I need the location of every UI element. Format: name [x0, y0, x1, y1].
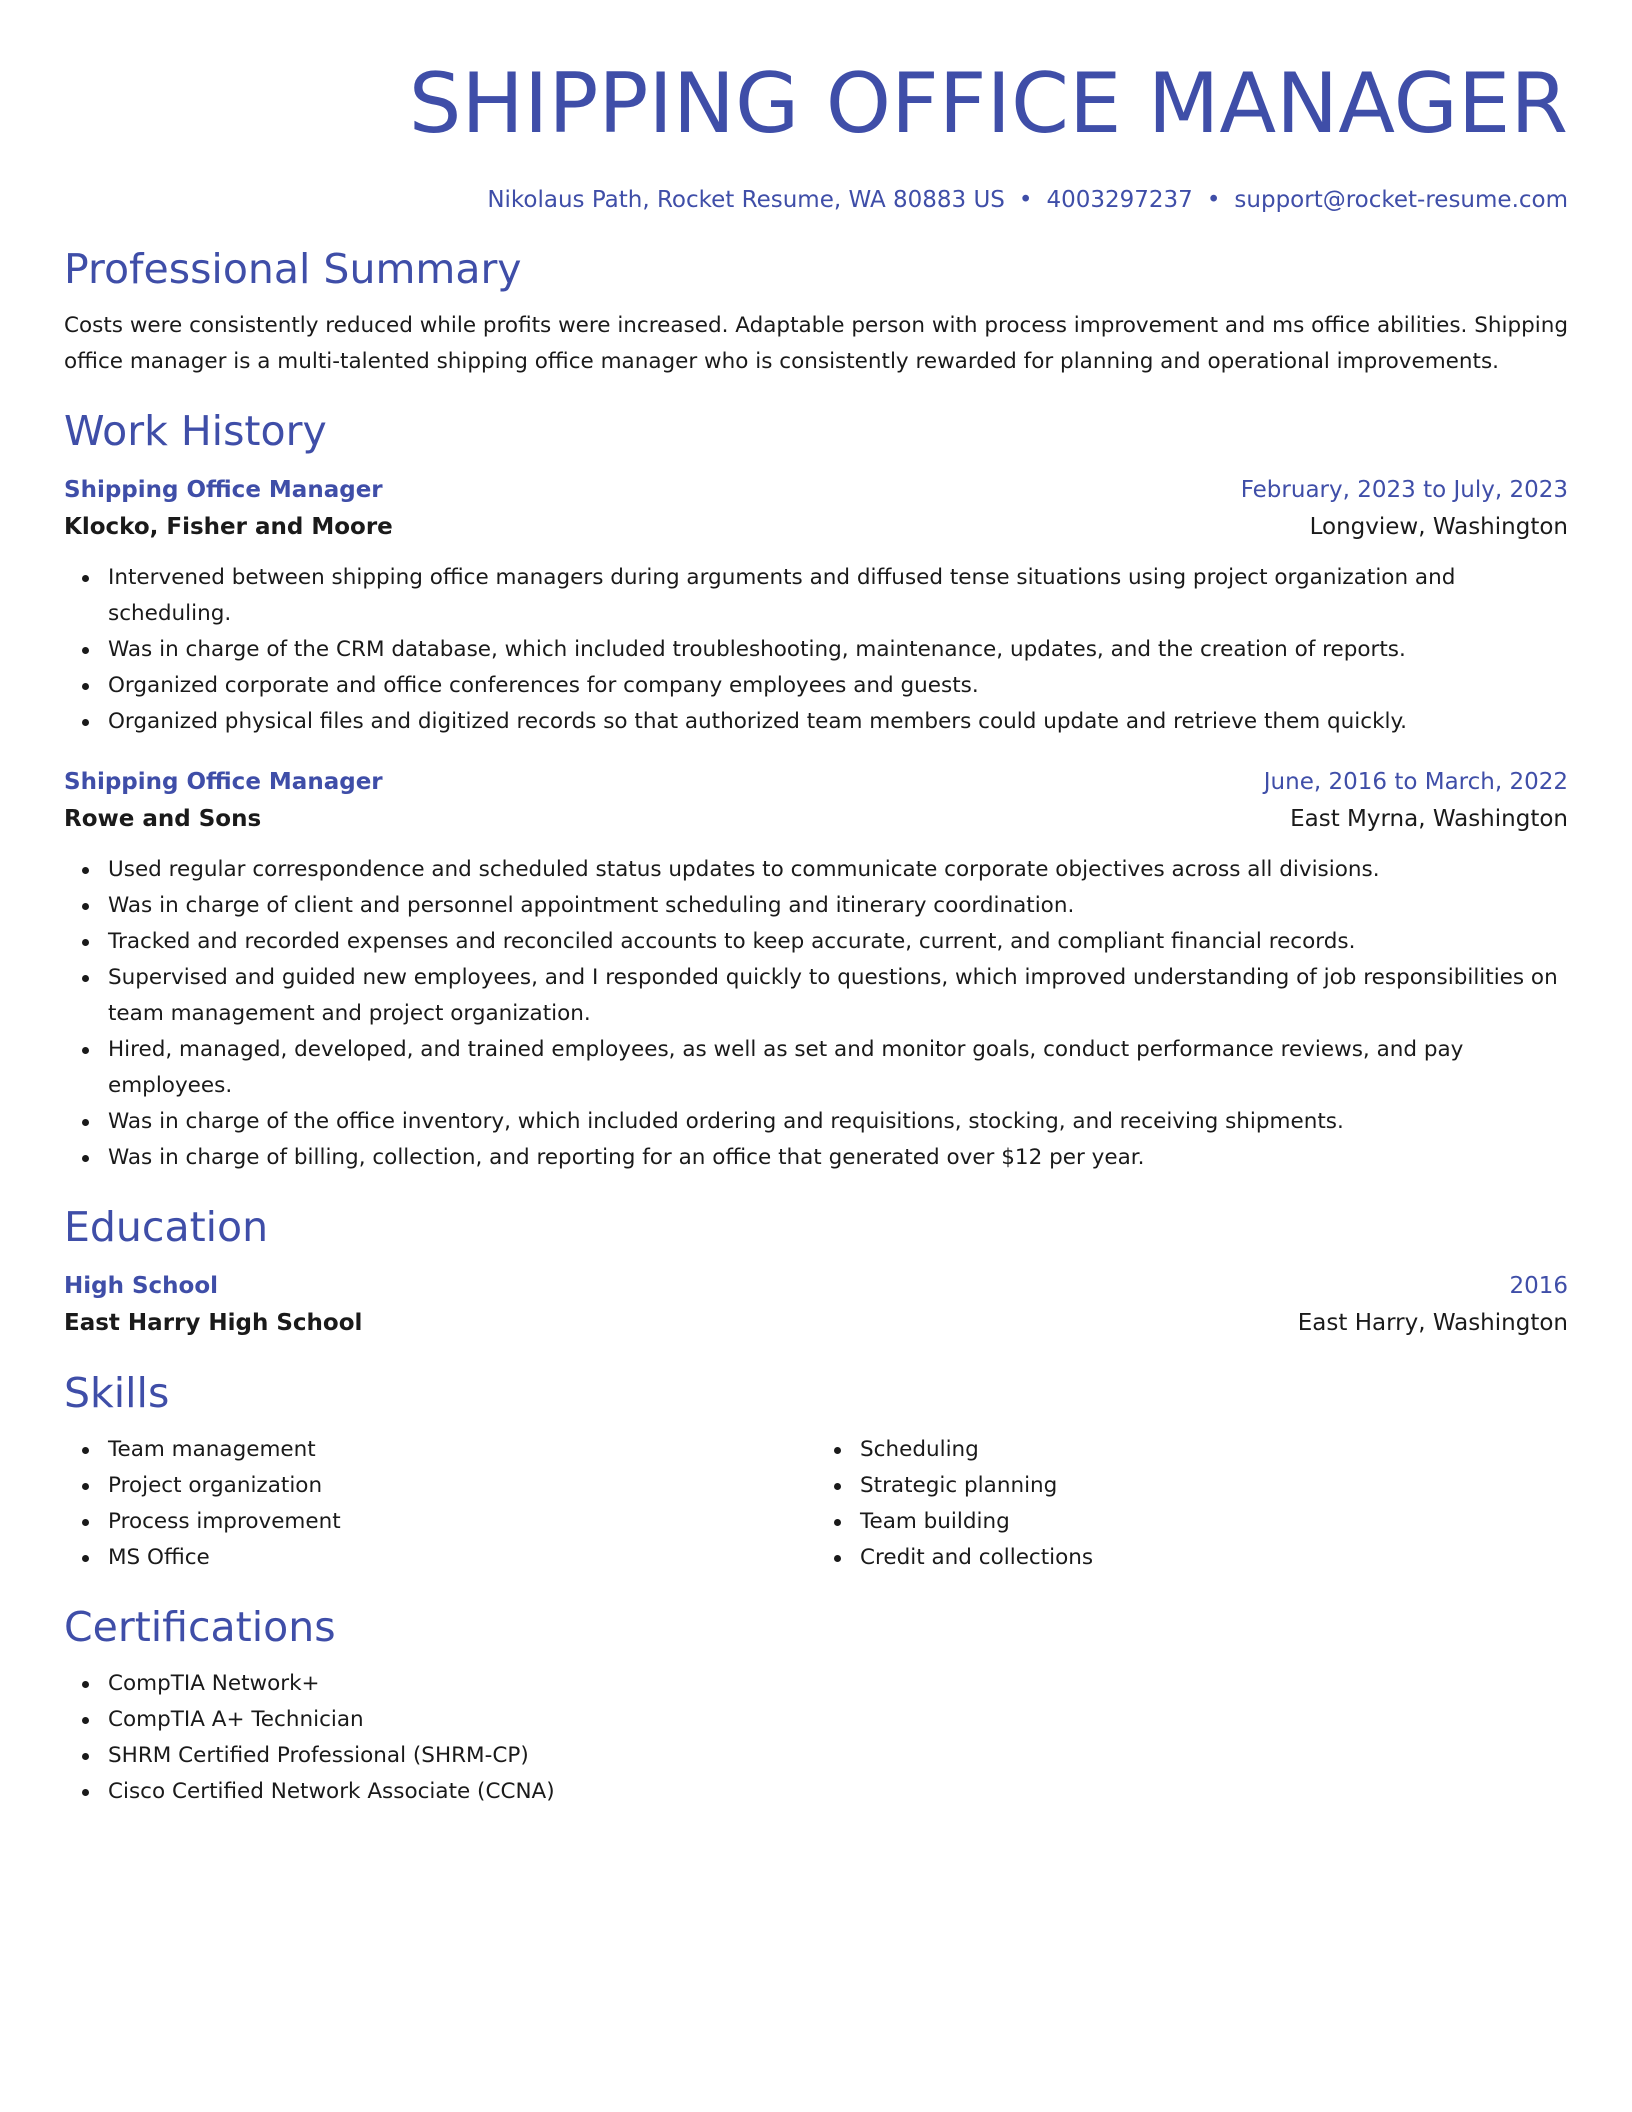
- job-subheader: [64, 508, 1568, 546]
- job-title: Shipping Office Manager: [64, 477, 383, 503]
- list-item: Project organization: [108, 1468, 816, 1504]
- list-item: Tracked and recorded expenses and reconciled accounts to keep accurate, current, and compliant financial records.: [108, 924, 1568, 960]
- education-year: 2016: [1509, 1273, 1568, 1299]
- job-subheader: [64, 800, 1568, 838]
- list-item: Intervened between shipping office managers during arguments and diffused tense situations using project organization and scheduling.: [108, 560, 1568, 632]
- education-section: [64, 1202, 1568, 1342]
- list-item: Cisco Certified Network Associate (CCNA): [108, 1774, 1568, 1810]
- list-item: Supervised and guided new employees, and I responded quickly to questions, which improved understanding of job responsibilities on team management and project organization.: [108, 960, 1568, 1032]
- summary-section: [64, 244, 1568, 380]
- job-bullets: [64, 560, 1568, 740]
- list-item: Process improvement: [108, 1504, 816, 1540]
- list-item: Organized corporate and office conferences for company employees and guests.: [108, 668, 1568, 704]
- education-degree: High School: [64, 1273, 219, 1299]
- education-subheader: [64, 1304, 1568, 1342]
- job-dates: February, 2023 to July, 2023: [1240, 477, 1568, 503]
- list-item: MS Office: [108, 1540, 816, 1576]
- contact-separator: •: [1018, 187, 1033, 213]
- contact-line: [64, 184, 1568, 216]
- job-location: East Myrna, Washington: [1290, 806, 1568, 832]
- list-item: Was in charge of the CRM database, which included troubleshooting, maintenance, updates, and the creation of reports.: [108, 632, 1568, 668]
- job-entry: [64, 472, 1568, 740]
- contact-phone: 4003297237: [1046, 187, 1193, 213]
- list-item: Team building: [860, 1504, 1568, 1540]
- skills-heading: Skills: [64, 1369, 170, 1417]
- job-header: [64, 764, 1568, 800]
- skills-list-left: [64, 1432, 816, 1576]
- list-item: Team management: [108, 1432, 816, 1468]
- list-item: Strategic planning: [860, 1468, 1568, 1504]
- list-item: Scheduling: [860, 1432, 1568, 1468]
- job-title: Shipping Office Manager: [64, 769, 383, 795]
- list-item: Used regular correspondence and scheduled status updates to communicate corporate objectives across all divisions.: [108, 852, 1568, 888]
- job-entry: [64, 764, 1568, 1176]
- list-item: Was in charge of the office inventory, which included ordering and requisitions, stocking, and receiving shipments.: [108, 1104, 1568, 1140]
- education-school: East Harry High School: [64, 1310, 363, 1336]
- certifications-heading: Certifications: [64, 1603, 336, 1651]
- summary-text: Costs were consistently reduced while profits were increased. Adaptable person with process improvement and ms office abilities. Shipping office manager is a multi-talented shipping office manager who is consistently rewarded for planning and operational improvements.: [64, 313, 1569, 374]
- job-company: Rowe and Sons: [64, 806, 262, 832]
- job-location: Longview, Washington: [1309, 514, 1568, 540]
- list-item: Organized physical files and digitized records so that authorized team members could update and retrieve them quickly.: [108, 704, 1568, 740]
- certifications-section: [64, 1602, 1568, 1810]
- education-header: [64, 1268, 1568, 1304]
- list-item: Was in charge of billing, collection, and reporting for an office that generated over $12 per year.: [108, 1140, 1568, 1176]
- page-title: SHIPPING OFFICE MANAGER: [408, 55, 1568, 152]
- contact-address: Nikolaus Path, Rocket Resume, WA 80883 US: [487, 187, 1005, 213]
- work-history-section: [64, 406, 1568, 1176]
- education-heading: Education: [64, 1203, 269, 1251]
- list-item: SHRM Certified Professional (SHRM-CP): [108, 1738, 1568, 1774]
- job-company: Klocko, Fisher and Moore: [64, 514, 393, 540]
- list-item: Was in charge of client and personnel appointment scheduling and itinerary coordination.: [108, 888, 1568, 924]
- education-location: East Harry, Washington: [1297, 1310, 1568, 1336]
- contact-email[interactable]: support@rocket-resume.com: [1234, 187, 1568, 213]
- education-entry: [64, 1268, 1568, 1342]
- skills-section: [64, 1368, 1568, 1576]
- resume-page: [64, 0, 1568, 1810]
- job-bullets: [64, 852, 1568, 1176]
- job-header: [64, 472, 1568, 508]
- summary-heading: Professional Summary: [64, 245, 522, 293]
- skills-grid: [64, 1432, 1568, 1576]
- certifications-list: [64, 1666, 1568, 1810]
- job-dates: June, 2016 to March, 2022: [1263, 769, 1568, 795]
- work-history-heading: Work History: [64, 407, 327, 455]
- list-item: CompTIA Network+: [108, 1666, 1568, 1702]
- list-item: CompTIA A+ Technician: [108, 1702, 1568, 1738]
- list-item: Credit and collections: [860, 1540, 1568, 1576]
- list-item: Hired, managed, developed, and trained employees, as well as set and monitor goals, conduct performance reviews, and pay employees.: [108, 1032, 1568, 1104]
- resume-header: [64, 54, 1568, 216]
- contact-separator: •: [1206, 187, 1221, 213]
- skills-list-right: [816, 1432, 1568, 1576]
